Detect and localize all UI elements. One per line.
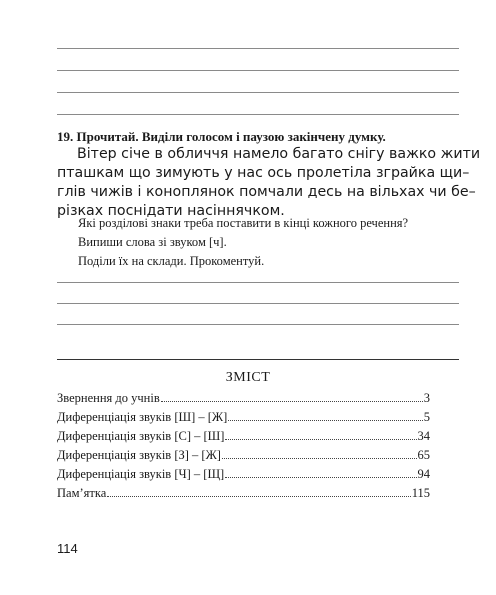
writing-line: [57, 303, 459, 304]
toc-leader-dots: [107, 486, 410, 497]
exercise-task: Випиши слова зі звуком [ч].: [78, 235, 227, 249]
toc-entry[interactable]: [57, 410, 430, 429]
toc-entry[interactable]: [57, 486, 430, 505]
toc-entry-label: Диференціація звуків [Ш] – [Ж]: [57, 410, 228, 424]
writing-line: [57, 114, 459, 115]
toc-entry-page: 115: [411, 486, 430, 500]
writing-line: [57, 48, 459, 49]
toc-entry-label: Звернення до учнів: [57, 391, 160, 405]
exercise-text-line: глів чижів і коноплянок помчали десь на вільхах чи бе–: [57, 184, 476, 200]
toc-leader-dots: [161, 391, 423, 402]
toc-entry-label: Диференціація звуків [Ч] – [Щ]: [57, 467, 225, 481]
toc-entry-page: 5: [423, 410, 430, 424]
toc-entry[interactable]: [57, 391, 430, 410]
toc-entry[interactable]: [57, 467, 430, 486]
toc-leader-dots: [225, 429, 416, 440]
toc-entry-page: 34: [417, 429, 430, 443]
page-number: 114: [57, 541, 78, 556]
toc-entry-label: Диференціація звуків [С] – [Ш]: [57, 429, 225, 443]
exercise-heading: 19. Прочитай. Виділи голосом і паузою закінчену думку.: [57, 129, 386, 144]
toc-entry-page: 3: [423, 391, 430, 405]
toc-entry-label: Диференціація звуків [З] – [Ж]: [57, 448, 221, 462]
toc-leader-dots: [228, 410, 422, 421]
toc-leader-dots: [225, 467, 416, 478]
writing-line: [57, 282, 459, 283]
toc-entry-page: 65: [417, 448, 430, 462]
toc-entry[interactable]: [57, 448, 430, 467]
exercise-text-line: різках поснідати насіннячком.: [57, 203, 285, 219]
writing-line: [57, 324, 459, 325]
writing-line: [57, 92, 459, 93]
exercise-text: [57, 145, 481, 221]
toc-entry-page: 94: [417, 467, 430, 481]
table-of-contents: [57, 391, 430, 505]
section-divider: [57, 359, 459, 360]
toc-entry[interactable]: [57, 429, 430, 448]
writing-line: [57, 70, 459, 71]
exercise-task: Поділи їх на склади. Прокоментуй.: [78, 254, 265, 268]
toc-entry-label: Пам’ятка: [57, 486, 107, 500]
exercise-task: Які розділові знаки треба поставити в кінці кожного речення?: [78, 216, 409, 230]
toc-leader-dots: [222, 448, 417, 459]
exercise-text-line: Вітер січе в обличчя намело багато снігу важко жити: [77, 146, 481, 162]
toc-title: ЗМІСТ: [225, 370, 271, 385]
exercise-text-line: пташкам що зимують у нас ось пролетіла зграйка щи–: [57, 165, 470, 181]
